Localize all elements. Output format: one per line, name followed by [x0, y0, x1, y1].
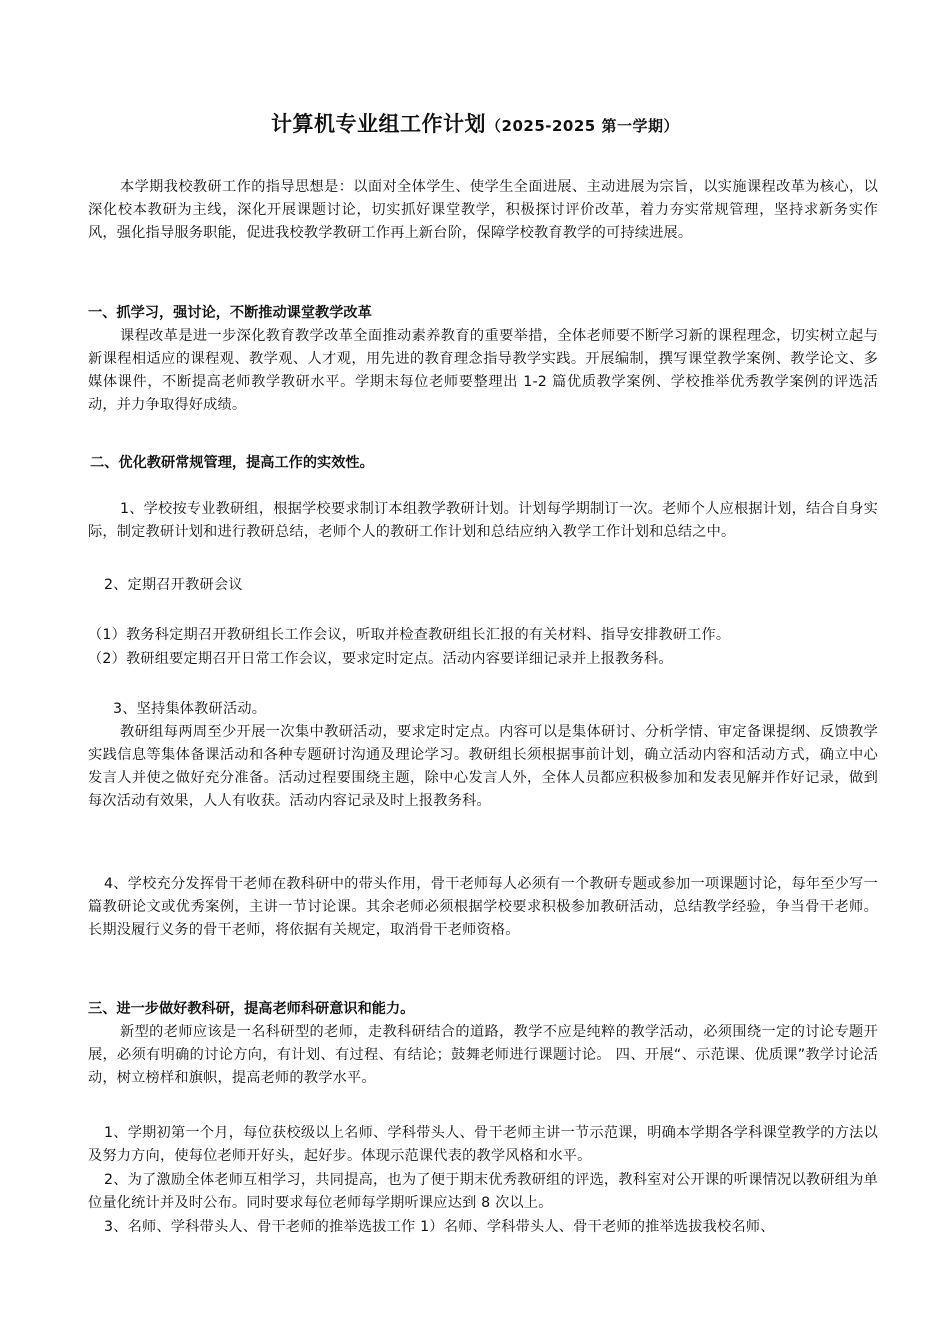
section4-item2: 2、为了激励全体老师互相学习，共同提高，也为了便于期末优秀教研组的评选，教科室对公开课的听课情况以教研组为单位量化统计并及时公布。同时要求每位老师每学期听课应达到 8 次以上。 [88, 1172, 878, 1211]
section3-heading: 三、进一步做好教科研，提高老师科研意识和能力。 [88, 1001, 415, 1017]
section2-item2-sub1: （1）教务科定期召开教研组长工作会议，听取并检查教研组长汇报的有关材料、指导安排教研工作。 [88, 627, 731, 643]
title-subtitle: （2025-2025 第一学期） [486, 117, 679, 135]
section2-item4: 4、学校充分发挥骨干老师在教科研中的带头作用，骨干老师每人必须有一个教研专题或参加一项课题讨论，每年至少写一篇教研论文或优秀案例，主讲一节讨论课。其余老师必须根据学校要求积极参加教研活动，总结教学经验，争当骨干老师。长期没履行义务的骨干老师，将依据有关规定，取消骨干老师资格。 [88, 876, 878, 938]
section1-heading: 一、抓学习，强讨论，不断推动课堂教学改革 [88, 305, 372, 321]
document-title [0, 108, 950, 138]
section2-item2: 2、定期召开教研会议 [104, 577, 243, 593]
section2-item2-sub2: （2）教研组要定期召开日常工作会议，要求定时定点。活动内容要详细记录并上报教务科。 [88, 651, 673, 667]
section3-body: 新型的老师应该是一名科研型的老师，走教科研结合的道路，教学不应是纯粹的教学活动，必须围绕一定的讨论专题开展，必须有明确的讨论方向，有计划、有过程、有结论；鼓舞老师进行课题讨论。 四、开展“、示范课、优质课”教学讨论活动，树立榜样和旗帜，提高老师的教学水平。 [88, 1024, 878, 1086]
section4-item3: 3、名师、学科带头人、骨干老师的推举选拔工作 1）名师、学科带头人、骨干老师的推举选拔我校名师、 [104, 1219, 775, 1235]
section2-item3: 3、坚持集体教研活动。 [113, 701, 267, 717]
section2-item3-body: 教研组每两周至少开展一次集中教研活动，要求定时定点。内容可以是集体研讨、分析学情、审定备课提纲、反馈教学实践信息等集体备课活动和各种专题研讨沟通及理论学习。教研组长须根据事前计划，确立活动内容和活动方式，确立中心发言人并使之做好充分准备。活动过程要围绕主题，除中心发言人外，全体人员都应积极参加和发表见解并作好记录，做到每次活动有效果，人人有收获。活动内容记录及时上报教务科。 [88, 724, 878, 809]
section2-item1: 1、学校按专业教研组，根据学校要求制订本组教学教研计划。计划每学期制订一次。老师个人应根据计划，结合自身实际，制定教研计划和进行教研总结，老师个人的教研工作计划和总结应纳入教学工作计划和总结之中。 [88, 501, 878, 540]
section2-heading: 二、优化教研常规管理，提高工作的实效性。 [90, 455, 374, 471]
section1-body: 课程改革是进一步深化教育教学改革全面推动素养教育的重要举措，全体老师要不断学习新的课程理念，切实树立起与新课程相适应的课程观、教学观、人才观，用先进的教育理念指导教学实践。开展编制，撰写课堂教学案例、教学论文、多媒体课件，不断提高老师教学教研水平。学期末每位老师要整理出 1-2 篇优质教学案例、学校推举优秀教学案例的评选活动，并力争取得好成绩。 [88, 328, 878, 413]
section4-item1: 1、学期初第一个月，每位获校级以上名师、学科带头人、骨干老师主讲一节示范课，明确本学期各学科课堂教学的方法以及努力方向，使每位老师开好头，起好步。体现示范课代表的教学风格和水平。 [88, 1125, 878, 1164]
title-main: 计算机专业组工作计划 [271, 112, 487, 136]
intro-paragraph: 本学期我校教研工作的指导思想是：以面对全体学生、使学生全面进展、主动进展为宗旨，以实施课程改革为核心，以深化校本教研为主线，深化开展课题讨论，切实抓好课堂教学，积极探讨评价改革，着力夯实常规管理，坚持求新务实作风，强化指导服务职能，促进我校教学教研工作再上新台阶，保障学校教育教学的可持续进展。 [88, 179, 878, 241]
